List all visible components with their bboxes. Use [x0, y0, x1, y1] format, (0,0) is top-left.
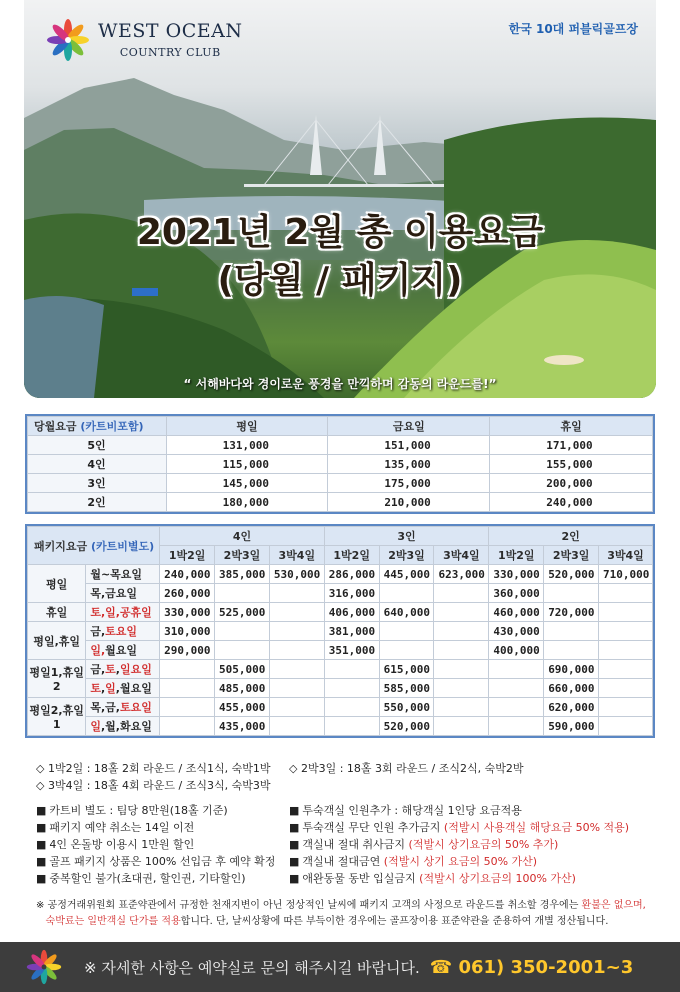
rate-cell [599, 717, 653, 736]
rate-cell [160, 679, 215, 698]
monthly-header: 휴일 [490, 417, 653, 436]
note-item: ■ 객실내 절대 취사금지 (적발시 상기요금의 50% 추가) [289, 836, 659, 853]
day-group-label: 휴일 [28, 603, 86, 622]
package-row [28, 717, 653, 736]
rate-cell [379, 622, 434, 641]
rate-cell: 131,000 [166, 436, 328, 455]
nights-header: 1박2일 [489, 546, 544, 565]
rate-cell [434, 603, 489, 622]
day-label: 목,금요일 [86, 584, 160, 603]
nights-header: 3박4일 [269, 546, 324, 565]
rate-cell [269, 622, 324, 641]
package-row [28, 698, 653, 717]
rate-cell [599, 660, 653, 679]
package-row [28, 679, 653, 698]
day-group-label: 평일2,휴일1 [28, 698, 86, 736]
party-size-label: 3인 [28, 474, 167, 493]
rate-cell [434, 717, 489, 736]
rate-cell [434, 641, 489, 660]
package-rate-table [25, 524, 655, 738]
rate-cell [544, 622, 599, 641]
rate-cell [160, 660, 215, 679]
rate-cell: 430,000 [489, 622, 544, 641]
rate-cell [269, 717, 324, 736]
rate-cell: 406,000 [324, 603, 379, 622]
notes-left [36, 802, 286, 887]
rate-cell [434, 679, 489, 698]
rate-cell [160, 698, 215, 717]
rate-cell [324, 717, 379, 736]
monthly-row [28, 474, 653, 493]
rate-cell: 385,000 [215, 565, 270, 584]
rate-cell: 640,000 [379, 603, 434, 622]
rate-cell: 620,000 [544, 698, 599, 717]
monthly-corner: 당월요금 (카트비포함) [28, 417, 167, 436]
phone-link[interactable]: ☎ 061) 350-2001~3 [429, 956, 634, 978]
rate-cell [599, 679, 653, 698]
package-row [28, 641, 653, 660]
rate-cell [269, 698, 324, 717]
rate-cell [434, 698, 489, 717]
rate-cell [269, 660, 324, 679]
schedule-note: ◇ 2박3일 : 18홀 3회 라운드 / 조식2식, 숙박2박 [289, 762, 524, 775]
rate-cell [269, 603, 324, 622]
rate-cell: 660,000 [544, 679, 599, 698]
page-title: 2021년 2월 총 이용요금 [136, 212, 544, 253]
rate-cell: 485,000 [215, 679, 270, 698]
rate-cell [489, 698, 544, 717]
rate-cell [269, 584, 324, 603]
day-label: 토,일,월요일 [86, 679, 160, 698]
rate-cell [599, 622, 653, 641]
footer-bar [0, 942, 680, 992]
nights-header: 2박3일 [379, 546, 434, 565]
brand-logo[interactable] [46, 18, 242, 62]
rate-cell [434, 622, 489, 641]
nights-header: 2박3일 [215, 546, 270, 565]
legal-notice: ※ 공정거래위원회 표준약관에서 규정한 천재지변이 아닌 정상적인 날씨에 패키지 고객의 사정으로 라운드를 취소할 경우에는 환불은 없으며, 숙박료는 일반객실 단가를 적용합니다. 단, 날씨상황에 따른 부득이한 경우에는 골프장이용 표준약관을 준용하여 개별 정산됩니다. [36, 900, 646, 927]
monthly-row [28, 455, 653, 474]
day-label: 일,월요일 [86, 641, 160, 660]
rate-cell: 720,000 [544, 603, 599, 622]
rate-cell: 260,000 [160, 584, 215, 603]
day-label: 목,금,토요일 [86, 698, 160, 717]
rate-cell: 210,000 [328, 493, 490, 512]
page-subtitle: (당월 / 패키지) [217, 260, 463, 301]
group-header: 4인 [160, 527, 325, 546]
schedule-note: ◇ 1박2일 : 18홀 2회 라운드 / 조식1식, 숙박1박 [36, 762, 271, 775]
rate-cell: 530,000 [269, 565, 324, 584]
group-header: 2인 [489, 527, 653, 546]
day-group-label: 평일 [28, 565, 86, 603]
rate-cell [434, 660, 489, 679]
rate-cell: 290,000 [160, 641, 215, 660]
rate-cell: 623,000 [434, 565, 489, 584]
rate-cell [489, 679, 544, 698]
rate-cell: 445,000 [379, 565, 434, 584]
party-size-label: 2인 [28, 493, 167, 512]
rate-cell: 151,000 [328, 436, 490, 455]
note-item: ■ 4인 온돌방 이용시 1만원 할인 [36, 836, 286, 853]
rate-cell [544, 584, 599, 603]
rate-cell [379, 584, 434, 603]
package-row [28, 565, 653, 584]
rate-cell: 520,000 [379, 717, 434, 736]
rate-cell [599, 584, 653, 603]
nights-header: 1박2일 [324, 546, 379, 565]
brand-name: WEST OCEAN [98, 20, 243, 42]
note-item: ■ 애완동물 동반 입실금지 (적발시 상기요금의 100% 가산) [289, 870, 659, 887]
day-label: 토,일,공휴일 [86, 603, 160, 622]
hero-banner [24, 0, 656, 398]
footer-message: ※ 자세한 사항은 예약실로 문의 해주시길 바랍니다. [84, 958, 420, 977]
rate-cell: 550,000 [379, 698, 434, 717]
rate-cell [160, 717, 215, 736]
note-item: ■ 투숙객실 인원추가 : 해당객실 1인당 요금적용 [289, 802, 659, 819]
rate-cell: 115,000 [166, 455, 328, 474]
rate-cell [489, 660, 544, 679]
monthly-rate-table [25, 414, 655, 514]
nights-header: 1박2일 [160, 546, 215, 565]
rate-cell: 330,000 [489, 565, 544, 584]
nights-header: 3박4일 [434, 546, 489, 565]
rate-cell [599, 603, 653, 622]
monthly-row [28, 436, 653, 455]
nights-header: 3박4일 [599, 546, 653, 565]
rate-cell [269, 679, 324, 698]
day-label: 금,토,일요일 [86, 660, 160, 679]
day-label: 일,월,화요일 [86, 717, 160, 736]
rate-cell: 455,000 [215, 698, 270, 717]
party-size-label: 4인 [28, 455, 167, 474]
flower-logo-icon [46, 18, 90, 62]
rate-cell: 360,000 [489, 584, 544, 603]
rate-cell [434, 584, 489, 603]
rate-cell: 505,000 [215, 660, 270, 679]
rate-cell: 381,000 [324, 622, 379, 641]
note-item: ■ 골프 패키지 상품은 100% 선입금 후 예약 확정 [36, 853, 286, 870]
rate-cell [215, 584, 270, 603]
nights-header: 2박3일 [544, 546, 599, 565]
brand-sub: COUNTRY CLUB [119, 46, 221, 59]
note-item: ■ 카트비 별도 : 팀당 8만원(18홀 기준) [36, 802, 286, 819]
rate-cell: 710,000 [599, 565, 653, 584]
party-size-label: 5인 [28, 436, 167, 455]
day-label: 월~목요일 [86, 565, 160, 584]
rate-cell: 520,000 [544, 565, 599, 584]
rate-cell [599, 698, 653, 717]
rate-cell: 460,000 [489, 603, 544, 622]
rate-cell: 155,000 [490, 455, 653, 474]
rate-cell: 286,000 [324, 565, 379, 584]
rate-cell: 400,000 [489, 641, 544, 660]
rate-cell: 525,000 [215, 603, 270, 622]
note-item: ■ 중복할인 불가(초대권, 할인권, 기타할인) [36, 870, 286, 887]
rate-cell: 200,000 [490, 474, 653, 493]
rate-cell: 615,000 [379, 660, 434, 679]
brand-tagline: 한국 10대 퍼블릭골프장 [508, 22, 638, 36]
rate-cell: 175,000 [328, 474, 490, 493]
rate-cell [269, 641, 324, 660]
rate-cell: 180,000 [166, 493, 328, 512]
rate-cell [544, 641, 599, 660]
rate-cell: 240,000 [160, 565, 215, 584]
schedule-note: ◇ 3박4일 : 18홀 4회 라운드 / 조식3식, 숙박3박 [36, 779, 271, 792]
package-row [28, 622, 653, 641]
rate-cell [324, 698, 379, 717]
rate-cell [215, 641, 270, 660]
group-header: 3인 [324, 527, 489, 546]
rate-cell: 435,000 [215, 717, 270, 736]
rate-cell: 590,000 [544, 717, 599, 736]
rate-cell: 585,000 [379, 679, 434, 698]
rate-cell [324, 679, 379, 698]
flower-logo-icon [26, 949, 62, 985]
note-item: ■ 패키지 예약 취소는 14일 이전 [36, 819, 286, 836]
rate-cell [599, 641, 653, 660]
rate-cell [215, 622, 270, 641]
rate-cell [324, 660, 379, 679]
rate-cell: 171,000 [490, 436, 653, 455]
rate-cell [379, 641, 434, 660]
rate-cell: 330,000 [160, 603, 215, 622]
note-item: ■ 객실내 절대금연 (적발시 상기 요금의 50% 가산) [289, 853, 659, 870]
rate-cell: 135,000 [328, 455, 490, 474]
rate-cell: 310,000 [160, 622, 215, 641]
notes-section [36, 760, 656, 892]
rate-cell: 316,000 [324, 584, 379, 603]
day-label: 금,토요일 [86, 622, 160, 641]
package-corner: 패키지요금 (카트비별도) [28, 527, 160, 565]
package-row [28, 660, 653, 679]
rate-cell: 351,000 [324, 641, 379, 660]
note-item: ■ 투숙객실 무단 인원 추가금지 (적발시 사용객실 해당요금 50% 적용) [289, 819, 659, 836]
monthly-header: 평일 [166, 417, 328, 436]
day-group-label: 평일,휴일 [28, 622, 86, 660]
rate-cell [489, 717, 544, 736]
package-row [28, 603, 653, 622]
monthly-header: 금요일 [328, 417, 490, 436]
rate-cell: 690,000 [544, 660, 599, 679]
rate-cell: 240,000 [490, 493, 653, 512]
rate-cell: 145,000 [166, 474, 328, 493]
day-group-label: 평일1,휴일2 [28, 660, 86, 698]
hero-caption: “ 서해바다와 경이로운 풍경을 만끽하며 감동의 라운드를!” [183, 377, 497, 391]
monthly-row [28, 493, 653, 512]
package-row [28, 584, 653, 603]
notes-right [289, 802, 659, 887]
